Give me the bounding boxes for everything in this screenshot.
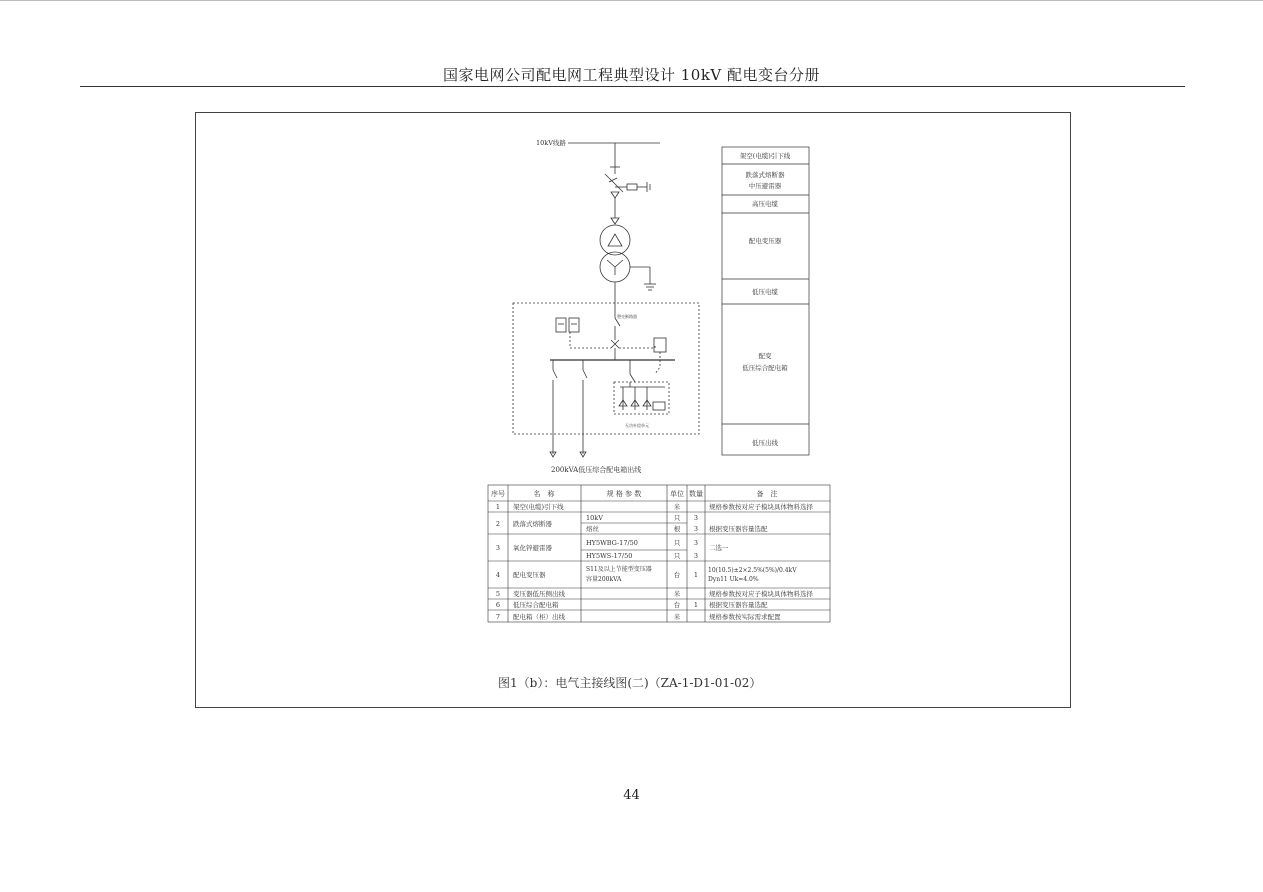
table-cell: 低压综合配电箱 [513, 601, 559, 609]
table-cell: 只 [673, 514, 681, 522]
table-cell: 变压器低压侧出线 [513, 590, 565, 598]
table-cell: 配电箱（柜）出线 [513, 613, 565, 621]
table-cell: 6 [495, 601, 501, 609]
table-cell: 台 [673, 571, 681, 579]
table-cell: 二选一 [709, 544, 729, 552]
table-cell: HY5WBG-17/50 [586, 539, 638, 547]
table-cell: 规格参数按实际需求配置 [709, 613, 781, 621]
table-cell: 跌落式熔断器 [513, 520, 552, 528]
section-transformer: 配电变压器 [748, 237, 782, 245]
breaker-label: 塑壳断路器 [617, 314, 637, 319]
table-cell: 台 [673, 601, 681, 609]
table-cell: 架空(电缆)引下线 [513, 503, 564, 511]
table-cell: 根据变压器容量选配 [709, 601, 768, 609]
header-rule [80, 86, 1185, 87]
page-number: 44 [623, 788, 640, 803]
bottom-label: 200kVA低压综合配电箱出线 [551, 466, 642, 474]
section-hv-cable: 高压电缆 [752, 200, 778, 208]
section-lv-box: 低压综合配电箱 [742, 364, 788, 372]
table-cell: 10(10.5)±2×2.5%(5%)/0.4kV [708, 567, 797, 574]
table-cell: 容量200kVA [586, 576, 622, 583]
table-header-remark: 备 注 [756, 490, 778, 498]
table-cell: Dyn11 Uk=4.0% [708, 576, 759, 583]
section-dist: 配变 [758, 352, 772, 360]
dropout-fuse-symbol [605, 174, 623, 192]
table-cell: 3 [693, 539, 699, 547]
table-cell: 3 [693, 525, 699, 533]
section-legend [722, 147, 809, 455]
table-cell: 3 [495, 544, 501, 552]
table-cell: 熔丝 [586, 525, 599, 533]
table-cell: 1 [693, 601, 699, 609]
table-cell: 1 [495, 503, 501, 511]
table-cell: 配电变压器 [513, 571, 546, 579]
table-cell: 根 [673, 525, 681, 533]
page-header-title: 国家电网公司配电网工程典型设计 10kV 配电变台分册 [442, 66, 821, 84]
table-cell: 3 [693, 552, 699, 560]
section-overhead: 架空(电缆)引下线 [739, 152, 791, 160]
section-fuse: 跌落式熔断器 [745, 171, 785, 179]
table-header-no: 序号 [491, 490, 505, 498]
table-cell: 5 [495, 590, 501, 598]
table-cell: 只 [673, 539, 681, 547]
table-cell: HY5WS-17/50 [586, 552, 633, 560]
table-cell: 1 [693, 571, 699, 579]
table-cell: 根据变压器容量选配 [709, 525, 768, 533]
table-cell: 4 [495, 571, 501, 579]
lv-box-outline [513, 303, 699, 434]
table-cell: 2 [495, 520, 501, 528]
table-header-spec: 规 格 参 数 [606, 490, 642, 498]
table-cell: 规格参数按对应子模块具体物料选择 [709, 503, 813, 511]
top-rule [0, 0, 1263, 1]
table-cell: 氧化锌避雷器 [513, 544, 552, 552]
table-cell: 10kV [586, 514, 603, 522]
line-label: 10kV线路 [536, 139, 566, 147]
transformer-primary-symbol [600, 225, 630, 255]
table-cell: 米 [673, 613, 681, 621]
table-header-unit: 单位 [670, 490, 684, 498]
compensation-label: 无功补偿单元 [625, 423, 649, 428]
section-arrester: 中压避雷器 [748, 182, 782, 190]
table-cell: 3 [693, 514, 699, 522]
section-lv-cable: 低压电缆 [752, 288, 778, 296]
table-cell: 米 [673, 590, 681, 598]
table-cell: 规格参数按对应子模块具体物料选择 [709, 590, 813, 598]
table-cell: 7 [495, 613, 501, 621]
table-header-name: 名 称 [533, 490, 555, 498]
figure-caption: 图1（b）：电气主接线图(二)（ZA-1-D1-01-02） [498, 676, 762, 690]
table-cell: 米 [673, 503, 681, 511]
section-lv-out: 低压出线 [752, 439, 778, 447]
table-cell: S11及以上节能型变压器 [586, 566, 652, 573]
electrical-diagram [195, 112, 1071, 708]
table-header-qty: 数量 [689, 490, 703, 498]
table-cell: 只 [673, 552, 681, 560]
